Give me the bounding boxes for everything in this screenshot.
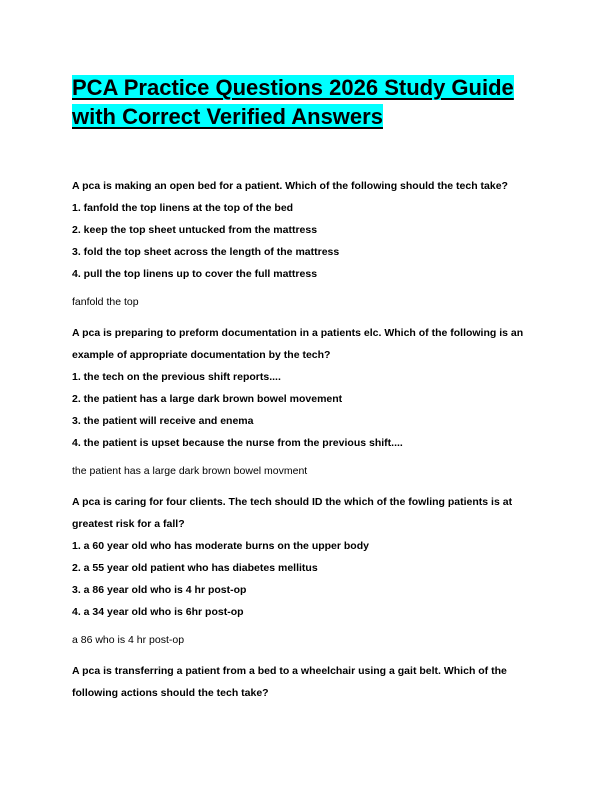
option-1: 1. a 60 year old who has moderate burns on the upper body: [72, 540, 369, 552]
question-block-3: [72, 491, 542, 648]
question-text: A pca is caring for four clients. The tech should ID the which of the fowling patients is at greatest risk for a fall?: [72, 496, 513, 530]
question-block-1: [72, 175, 542, 310]
question-text: A pca is making an open bed for a patient. Which of the following should the tech take?: [72, 180, 508, 192]
question-text: A pca is transferring a patient from a bed to a wheelchair using a gait belt. Which of the following actions should the tech take?: [72, 665, 507, 699]
document-title-text: PCA Practice Questions 2026 Study Guide with Correct Verified Answers: [72, 75, 514, 129]
answer-text: fanfold the top: [72, 296, 139, 308]
option-3: 3. a 86 year old who is 4 hr post-op: [72, 584, 247, 596]
option-2: 2. a 55 year old patient who has diabetes mellitus: [72, 562, 318, 574]
answer-text: the patient has a large dark brown bowel movment: [72, 465, 308, 477]
question-block-4: [72, 660, 542, 704]
questions-list: [72, 175, 542, 704]
option-1: 1. the tech on the previous shift reports....: [72, 371, 281, 383]
option-3: 3. fold the top sheet across the length of the mattress: [72, 246, 340, 258]
option-3: 3. the patient will receive and enema: [72, 415, 254, 427]
option-2: 2. keep the top sheet untucked from the mattress: [72, 224, 318, 236]
option-1: 1. fanfold the top linens at the top of the bed: [72, 202, 294, 214]
question-block-2: [72, 322, 542, 479]
document-title: [72, 73, 532, 131]
answer-text: a 86 who is 4 hr post-op: [72, 634, 185, 646]
question-text: A pca is preparing to preform documentation in a patients elc. Which of the following is an example of appropriate documentation by the tech?: [72, 327, 524, 361]
option-4: 4. the patient is upset because the nurse from the previous shift....: [72, 437, 403, 449]
option-2: 2. the patient has a large dark brown bowel movement: [72, 393, 343, 405]
option-4: 4. a 34 year old who is 6hr post-op: [72, 606, 244, 618]
option-4: 4. pull the top linens up to cover the full mattress: [72, 268, 318, 280]
